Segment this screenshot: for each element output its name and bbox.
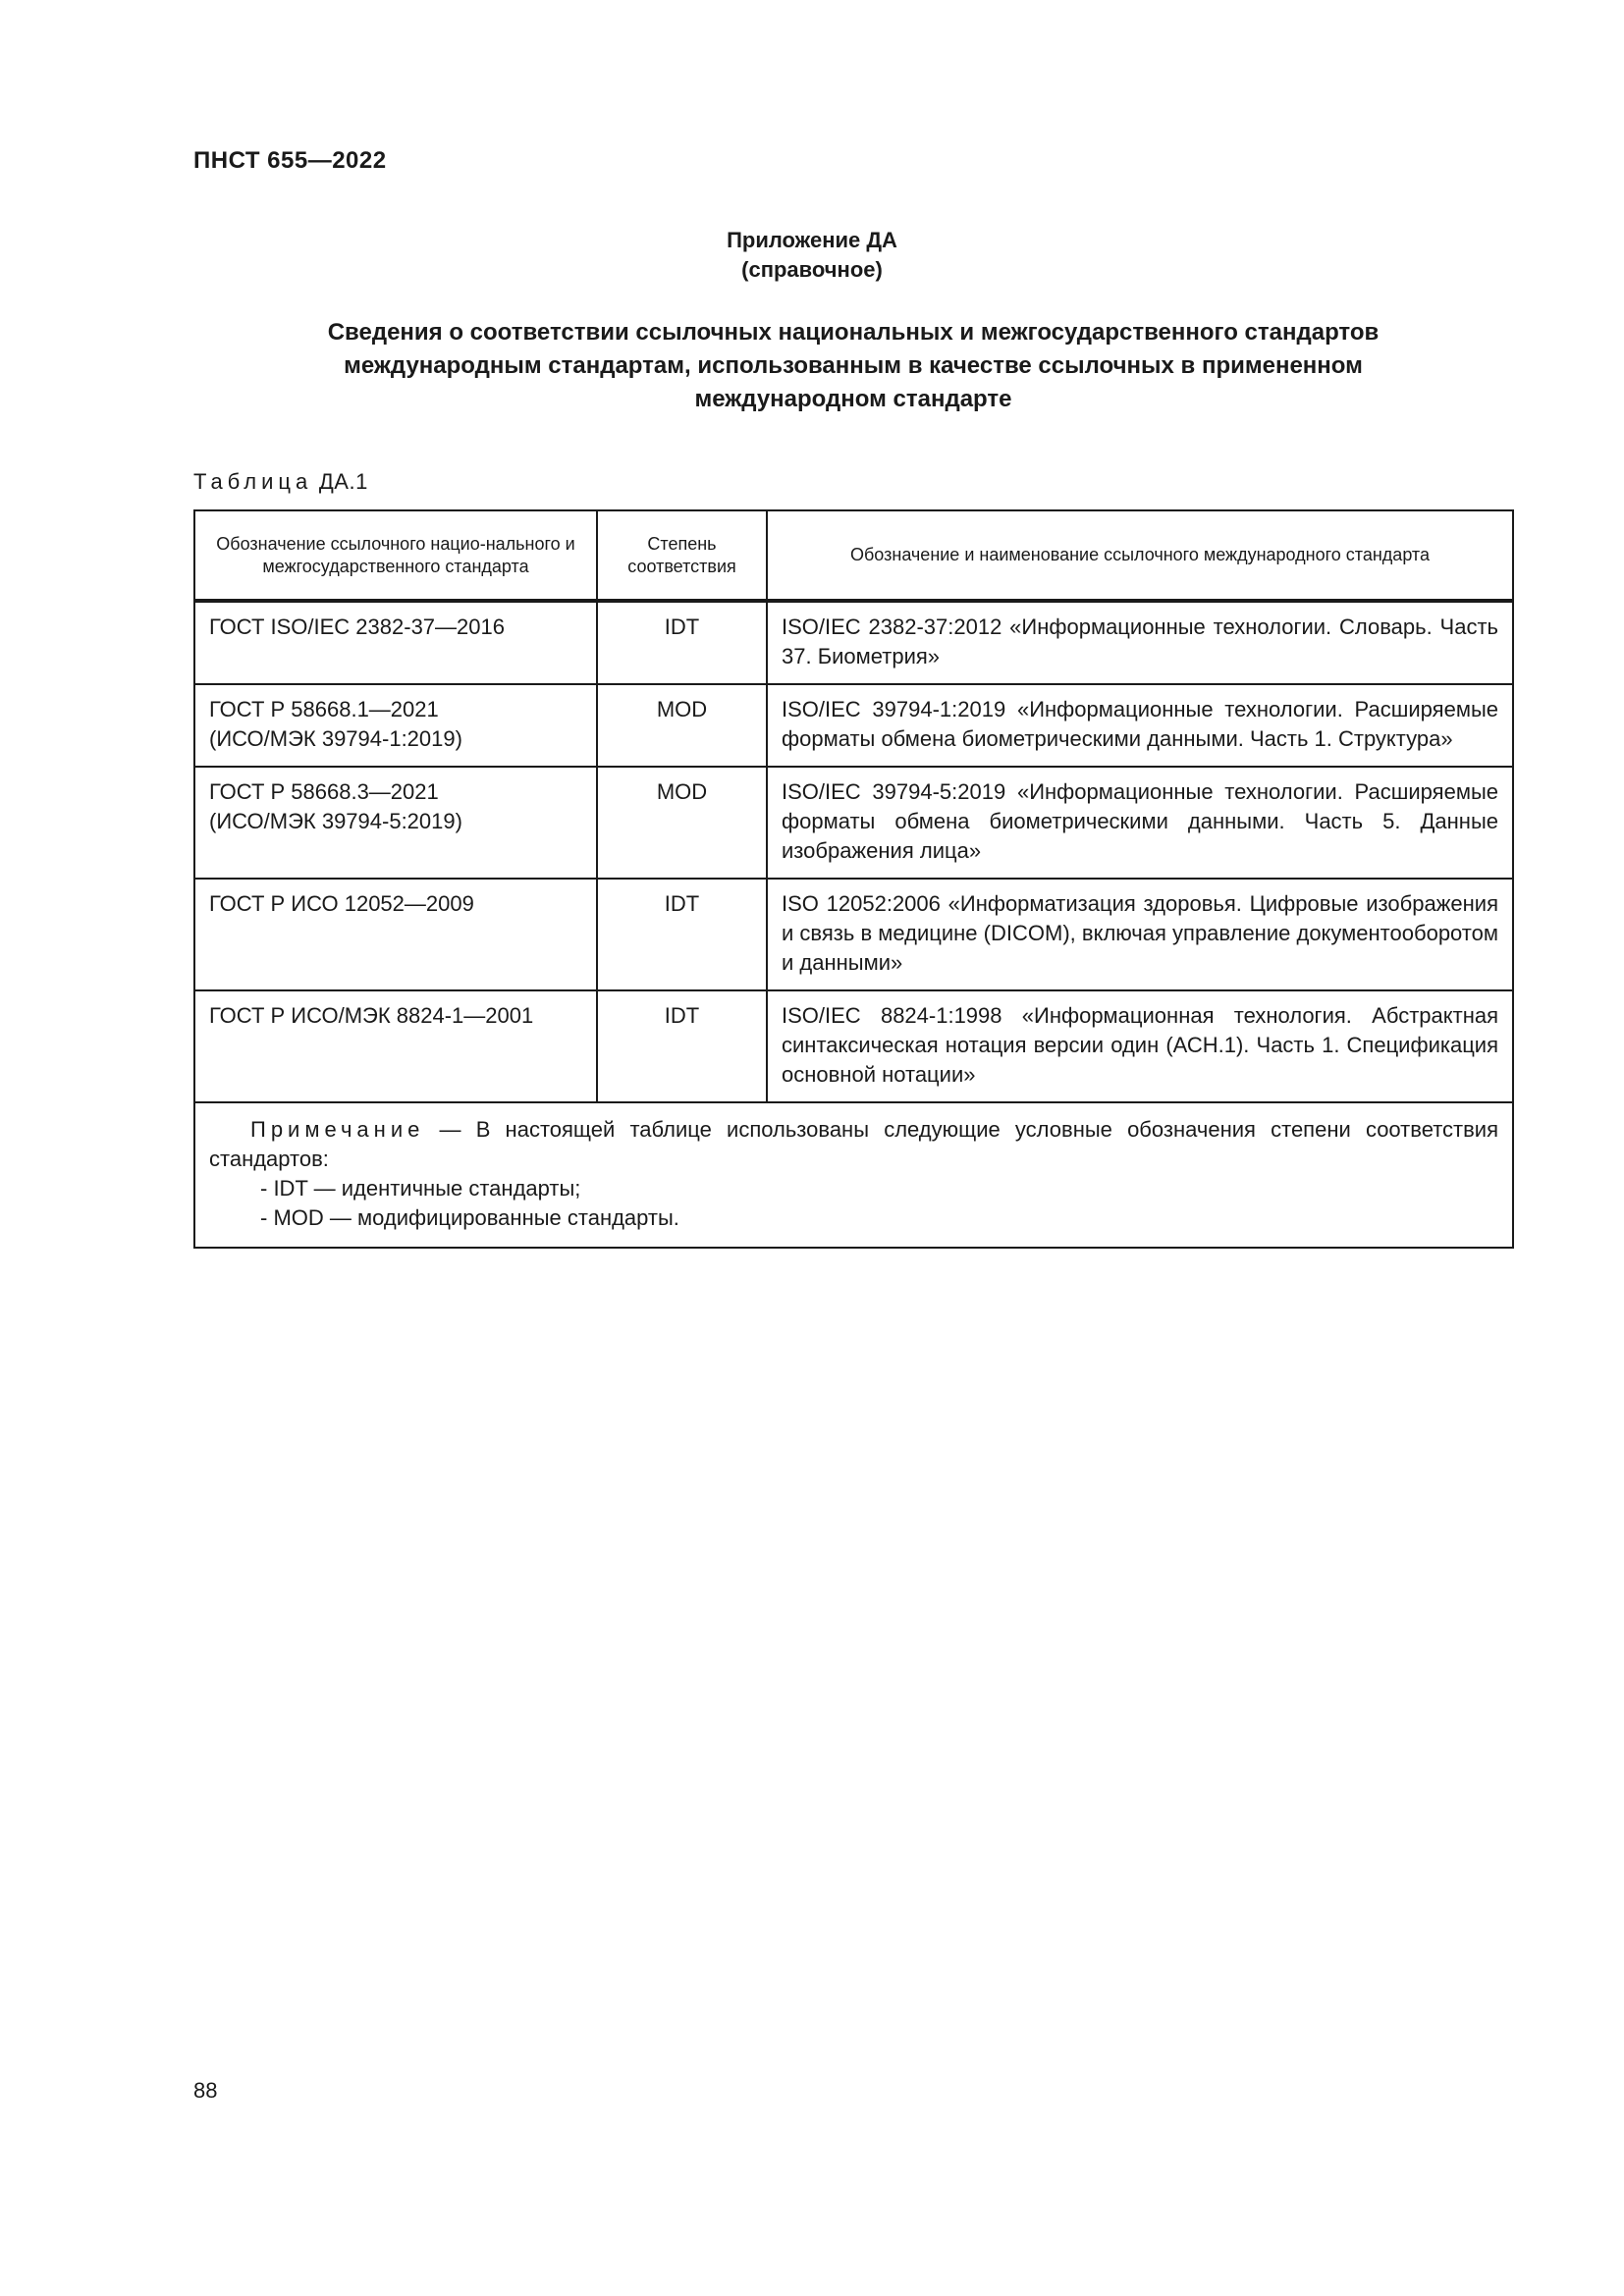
- cell-international: ISO/IEC 39794-1:2019 «Информационные технологии. Расширяемые форматы обмена биометрическими данными. Часть 1. Структура»: [767, 684, 1513, 767]
- appendix-kind: (справочное): [741, 257, 883, 282]
- appendix-title: [193, 316, 1513, 416]
- cell-designation: [194, 767, 597, 879]
- appendix-label: Приложение ДА: [727, 228, 897, 252]
- cell-designation: [194, 879, 597, 990]
- designation-line: ГОСТ Р 58668.3—2021: [209, 779, 439, 804]
- cell-international: ISO 12052:2006 «Информатизация здоровья. Цифровые изображения и связь в медицине (DICOM), включая управление документооборотом и данными»: [767, 879, 1513, 990]
- note-item: - MOD — модифицированные стандарты.: [260, 1205, 679, 1230]
- title-line: Сведения о соответствии ссылочных национальных и межгосударственного стандартов: [327, 319, 1380, 346]
- cell-international: ISO/IEC 2382-37:2012 «Информационные технологии. Словарь. Часть 37. Биометрия»: [767, 601, 1513, 684]
- designation-line: ГОСТ Р ИСО/МЭК 8824-1—2001: [209, 1003, 534, 1028]
- table-caption-label: Таблица: [193, 469, 313, 494]
- cell-designation: [194, 601, 597, 684]
- cell-degree: IDT: [597, 879, 767, 990]
- cell-degree: MOD: [597, 684, 767, 767]
- cell-international: ISO/IEC 39794-5:2019 «Информационные технологии. Расширяемые форматы обмена биометрическими данными. Часть 5. Данные изображения лица»: [767, 767, 1513, 879]
- designation-line: (ИСО/МЭК 39794-1:2019): [209, 726, 462, 751]
- column-header-designation: Обозначение ссылочного нацио-нального и межгосударственного стандарта: [194, 510, 597, 601]
- cell-degree: IDT: [597, 990, 767, 1102]
- standards-table: [193, 509, 1514, 1249]
- table-note: [194, 1102, 1513, 1248]
- designation-line: ГОСТ Р 58668.1—2021: [209, 697, 439, 721]
- document-code: ПНСТ 655—2022: [193, 147, 387, 174]
- note-text: — В настоящей таблице использованы следующие условные обозначения степени соответствия стандартов:: [209, 1117, 1498, 1171]
- table-caption-number: ДА.1: [318, 469, 368, 494]
- designation-line: ГОСТ ISO/IEC 2382-37—2016: [209, 614, 505, 639]
- title-line: международным стандартам, использованным в качестве ссылочных в примененном: [344, 352, 1363, 379]
- note-paragraph: [209, 1115, 1498, 1174]
- table-row: [194, 684, 1513, 767]
- table-row: [194, 990, 1513, 1102]
- table-row: [194, 767, 1513, 879]
- cell-degree: IDT: [597, 601, 767, 684]
- cell-designation: [194, 684, 597, 767]
- cell-international: ISO/IEC 8824-1:1998 «Информационная технология. Абстрактная синтаксическая нотация версии один (АСН.1). Часть 1. Спецификация основной нотации»: [767, 990, 1513, 1102]
- designation-line: ГОСТ Р ИСО 12052—2009: [209, 891, 474, 916]
- column-header-international: Обозначение и наименование ссылочного международного стандарта: [767, 510, 1513, 601]
- designation-line: (ИСО/МЭК 39794-5:2019): [209, 809, 462, 833]
- page-number: 88: [193, 2078, 218, 2103]
- cell-degree: MOD: [597, 767, 767, 879]
- note-item: - IDT — идентичные стандарты;: [260, 1176, 581, 1201]
- column-header-degree: Степень соответствия: [597, 510, 767, 601]
- appendix-heading: [0, 226, 1624, 285]
- table-note-row: [194, 1102, 1513, 1248]
- table-header-row: [194, 510, 1513, 601]
- table-caption: [193, 469, 368, 495]
- note-label: Примечание: [250, 1117, 425, 1142]
- cell-designation: [194, 990, 597, 1102]
- table-row: [194, 601, 1513, 684]
- table-row: [194, 879, 1513, 990]
- title-line: международном стандарте: [694, 386, 1012, 412]
